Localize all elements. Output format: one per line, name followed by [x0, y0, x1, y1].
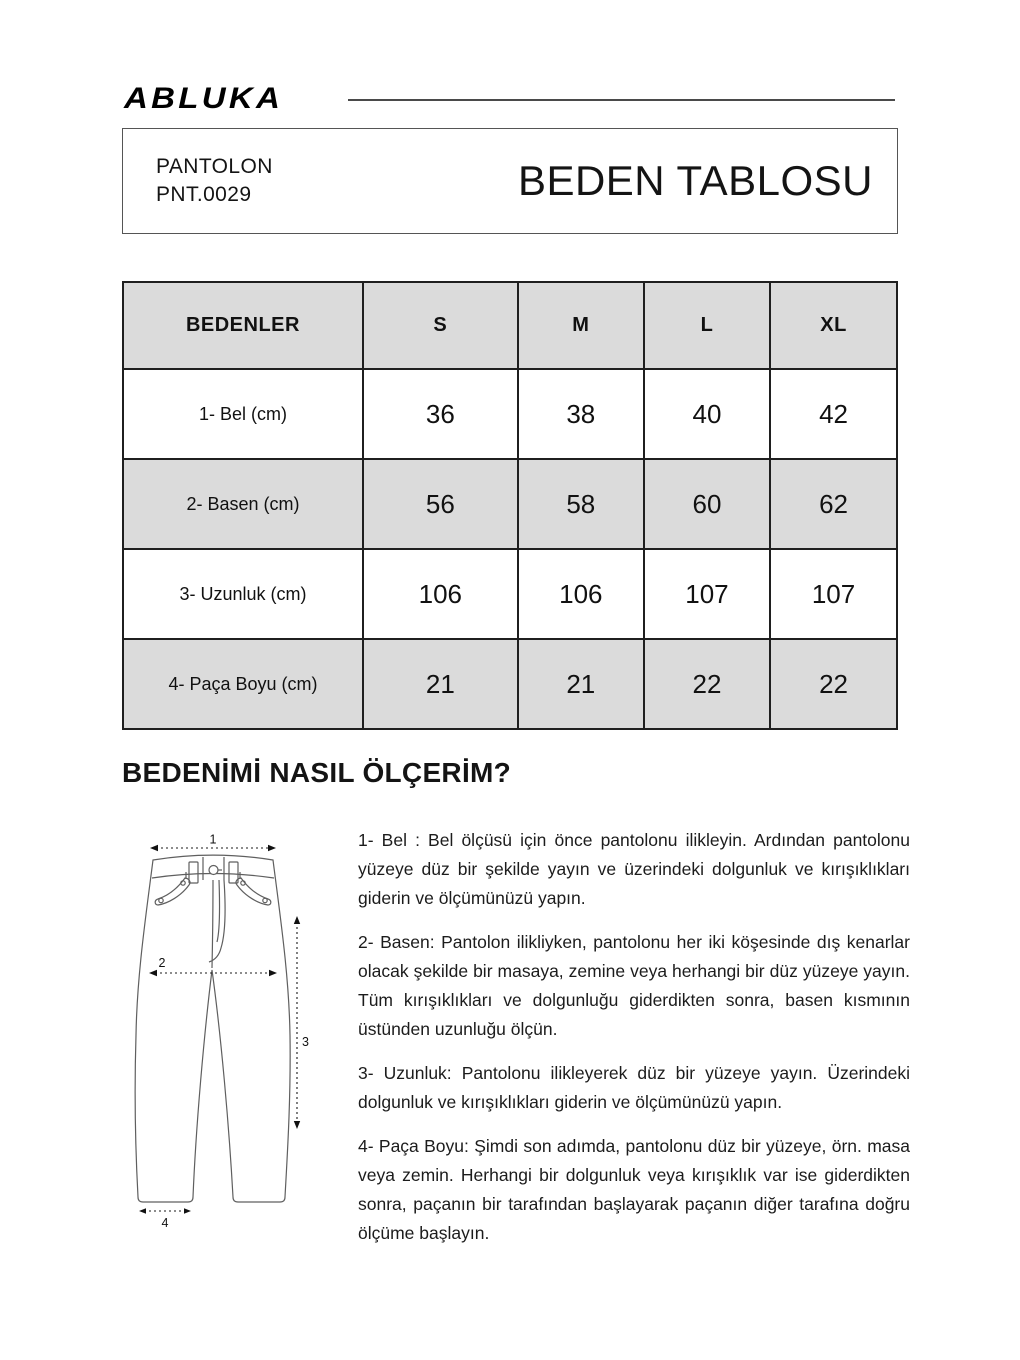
instruction-basen: 2- Basen: Pantolon ilikliyken, pantolonu her iki köşesinde dış kenarlar olacak şekilde bir masaya, zemine veya herhangi bir düz yüzeye yayın. Tüm kırışıklıkları ve dolgunluğu giderdikten sonra, basen kısmının üstünden uzunluğu ölçün. — [358, 932, 910, 1039]
cell-basen-m: 58 — [518, 459, 644, 549]
title-box — [122, 128, 898, 234]
instruction-uzunluk: 3- Uzunluk: Pantolonu ilikleyerek düz bir yüzeye yayın. Üzerindeki dolgunluk ve kırışıklıkları giderin ve ölçümünüzü yapın. — [358, 1063, 910, 1112]
measure-arrow-4 — [139, 1208, 191, 1230]
product-info — [156, 153, 273, 209]
cell-uzunluk-s: 106 — [363, 549, 518, 639]
cell-uzunluk-xl: 107 — [770, 549, 897, 639]
cell-basen-l: 60 — [644, 459, 770, 549]
cell-bel-s: 36 — [363, 369, 518, 459]
cell-paca-s: 21 — [363, 639, 518, 729]
row-label-bel: 1- Bel (cm) — [123, 369, 363, 459]
column-header-xl: XL — [770, 282, 897, 369]
cell-basen-s: 56 — [363, 459, 518, 549]
pants-diagram-svg — [125, 830, 325, 1240]
row-label-basen: 2- Basen (cm) — [123, 459, 363, 549]
cell-basen-xl: 62 — [770, 459, 897, 549]
product-code: PNT.0029 — [156, 183, 252, 206]
arrow-label-2: 2 — [158, 956, 166, 970]
logo-divider-line — [348, 99, 895, 101]
table-row — [123, 639, 897, 729]
arrow-label-4: 4 — [161, 1216, 169, 1230]
table-row — [123, 459, 897, 549]
instructions-column — [358, 826, 910, 1263]
row-label-paca-boyu: 4- Paça Boyu (cm) — [123, 639, 363, 729]
product-type: PANTOLON — [156, 155, 273, 178]
cell-bel-m: 38 — [518, 369, 644, 459]
cell-paca-l: 22 — [644, 639, 770, 729]
pants-measurement-diagram — [125, 830, 325, 1240]
table-header-row — [123, 282, 897, 369]
cell-bel-l: 40 — [644, 369, 770, 459]
cell-paca-xl: 22 — [770, 639, 897, 729]
cell-bel-xl: 42 — [770, 369, 897, 459]
instruction-bel: 1- Bel : Bel ölçüsü için önce pantolonu ilikleyin. Ardından pantolonu yüzeye düz bir şekilde yayın ve üzerindeki dolgunluk ve kırışıklıkları giderin ve ölçümünüzü yapın. — [358, 830, 910, 908]
size-table — [122, 281, 898, 730]
instruction-paca-boyu: 4- Paça Boyu: Şimdi son adımda, pantolonu düz bir yüzeye, örn. masa veya zemin. Herhangi bir dolgunluk veya kırışıklık var ise giderdikten sonra, paçanın bir tarafından başlayarak paçanın diğer tarafına doğru ölçüme başlayın. — [358, 1136, 910, 1243]
section-heading: BEDENİMİ NASIL ÖLÇERİM? — [122, 757, 512, 788]
column-header-bedenler: BEDENLER — [123, 282, 363, 369]
cell-paca-m: 21 — [518, 639, 644, 729]
table-row — [123, 369, 897, 459]
column-header-l: L — [644, 282, 770, 369]
column-header-s: S — [363, 282, 518, 369]
measure-arrow-1 — [150, 833, 276, 852]
arrow-label-1: 1 — [209, 832, 217, 847]
column-header-m: M — [518, 282, 644, 369]
table-row — [123, 549, 897, 639]
brand-logo: ABLUKA — [124, 82, 284, 115]
cell-uzunluk-l: 107 — [644, 549, 770, 639]
arrow-label-3: 3 — [302, 1035, 309, 1049]
page-title: BEDEN TABLOSU — [517, 157, 873, 204]
cell-uzunluk-m: 106 — [518, 549, 644, 639]
measure-arrow-3 — [294, 916, 309, 1129]
pants-outline-icon — [135, 855, 290, 1202]
row-label-uzunluk: 3- Uzunluk (cm) — [123, 549, 363, 639]
